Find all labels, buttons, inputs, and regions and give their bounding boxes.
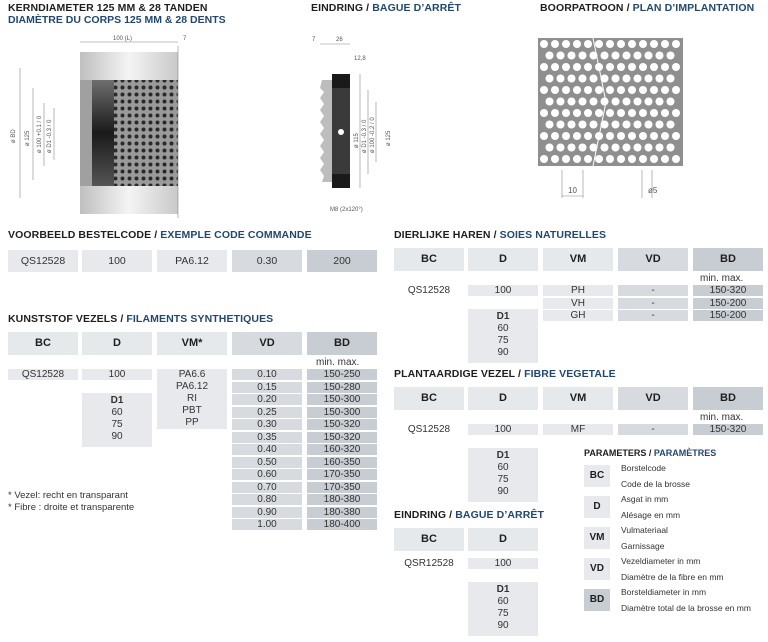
order-example-title-nl: VOORBEELD BESTELCODE xyxy=(8,229,152,241)
synthetic-title: KUNSTSTOF VEZELS / FILAMENTS SYNTHETIQUES xyxy=(8,313,274,325)
drill-hole xyxy=(628,86,636,94)
drill-hole xyxy=(595,40,603,48)
parameter-label-nl: Borstelcode xyxy=(621,463,666,473)
animal-d1-values: 60 75 90 xyxy=(497,323,509,358)
drill-hole xyxy=(639,109,647,117)
drill-hole xyxy=(656,75,664,83)
drill-hole xyxy=(634,75,642,83)
drill-hole xyxy=(645,98,653,106)
drill-hole xyxy=(568,121,576,129)
drill-hole xyxy=(573,132,581,140)
drill-hole xyxy=(579,121,587,129)
drill-hole xyxy=(650,40,658,48)
drill-hole xyxy=(540,109,548,117)
brush-title-nl: KERNDIAMETER 125 MM & 28 TANDEN xyxy=(8,2,208,14)
vegetable-title-fr: FIBRE VEGETALE xyxy=(524,368,616,380)
vegetable-d1-values: 60 75 90 xyxy=(497,462,509,497)
drill-hole xyxy=(546,144,554,152)
brush-subtitle-fr: DIAMÈTRE DU CORPS 125 MM & 28 DENTS xyxy=(8,14,226,26)
ring-w1: 7 xyxy=(312,37,316,43)
drill-hole xyxy=(595,86,603,94)
parameter-key: BD xyxy=(584,589,610,611)
drill-hole xyxy=(606,155,614,163)
drill-hole xyxy=(661,63,669,71)
drill-hole xyxy=(557,98,565,106)
animal-vm-cell: GH xyxy=(543,310,613,321)
drill-hole xyxy=(645,144,653,152)
parameter-label-fr: Alésage en mm xyxy=(621,510,681,520)
drill-hole xyxy=(661,132,669,140)
vegetable-d1-box xyxy=(468,448,538,502)
synthetic-vd-cell: 0.70 xyxy=(232,482,302,493)
order-example-title-fr: EXEMPLE CODE COMMANDE xyxy=(160,229,312,241)
drill-hole xyxy=(617,155,625,163)
ring-d2: ø D1 -0.3 / 0 xyxy=(362,119,368,153)
endring-title: EINDRING / BAGUE D’ARRÊT xyxy=(394,509,545,521)
ring-d3: ø 100 -0.2 / 0 xyxy=(370,117,376,153)
synthetic-header-bc: BC xyxy=(8,332,78,355)
vegetable-bc: QS12528 xyxy=(407,424,451,435)
animal-header-vd: VD xyxy=(618,248,688,271)
animal-header-bd: BD xyxy=(693,248,763,271)
drill-hole xyxy=(628,155,636,163)
synthetic-bd-cell: 170-350 xyxy=(307,469,377,480)
drill-hole xyxy=(634,144,642,152)
drill-hole xyxy=(573,86,581,94)
parameter-key: VD xyxy=(584,558,610,580)
animal-header-d: D xyxy=(468,248,538,271)
drill-hole xyxy=(634,121,642,129)
drill-hole xyxy=(606,132,614,140)
drill-hole xyxy=(645,121,653,129)
drill-hole xyxy=(672,40,680,48)
synthetic-bd-cell: 180-380 xyxy=(307,507,377,518)
vegetable-d: 100 xyxy=(468,424,538,435)
drill-hole xyxy=(661,86,669,94)
vegetable-header-bd: BD xyxy=(693,387,763,410)
synthetic-bd-cell: 150-320 xyxy=(307,419,377,430)
drill-hole xyxy=(612,98,620,106)
drill-hole xyxy=(546,52,554,60)
drill-hole xyxy=(557,52,565,60)
ring-d4: ø 125 xyxy=(386,130,392,146)
vegetable-header-vm: VM xyxy=(543,387,613,410)
drill-hole xyxy=(546,98,554,106)
parameters-title: PARAMETERS / PARAMÈTRES xyxy=(584,448,717,458)
drill-hole xyxy=(590,121,598,129)
endring-d: 100 xyxy=(468,558,538,569)
pattern-hole: ø5 xyxy=(648,186,658,195)
synthetic-vd-cell: 0.50 xyxy=(232,457,302,468)
drill-hole xyxy=(568,75,576,83)
drill-hole xyxy=(551,63,559,71)
drill-hole xyxy=(661,155,669,163)
drill-hole xyxy=(661,109,669,117)
drill-hole xyxy=(590,98,598,106)
synthetic-d: 100 xyxy=(82,369,152,380)
animal-vm-cell: PH xyxy=(543,285,613,296)
synthetic-vd-cell: 0.20 xyxy=(232,394,302,405)
order-bd: 200 xyxy=(307,250,377,272)
drill-hole xyxy=(639,40,647,48)
drill-hole xyxy=(661,40,669,48)
synthetic-bd-cell: 170-350 xyxy=(307,482,377,493)
ring-screws: M8 (2x120°) xyxy=(330,207,363,213)
brush-d-bore1: ø 100 +0.1 / 0 xyxy=(37,115,43,153)
synthetic-bd-cell: 180-400 xyxy=(307,519,377,530)
animal-title: DIERLIJKE HAREN / SOIES NATURELLES xyxy=(394,229,607,241)
ring-w2: 26 xyxy=(336,37,343,43)
parameters-title-fr: PARAMÈTRES xyxy=(653,448,717,458)
endring-header-d: D xyxy=(468,528,538,551)
drill-hole xyxy=(557,121,565,129)
parameter-key: BC xyxy=(584,465,610,487)
drill-hole xyxy=(573,63,581,71)
drill-hole xyxy=(595,155,603,163)
ring-d1: ø 115 xyxy=(354,133,360,148)
parameter-label-nl: Asgat in mm xyxy=(621,494,669,504)
synthetic-bd-cell: 150-250 xyxy=(307,369,377,380)
drill-hole xyxy=(645,75,653,83)
synthetic-d1-box xyxy=(82,393,152,447)
animal-header-bc: BC xyxy=(394,248,464,271)
vegetable-header-d: D xyxy=(468,387,538,410)
drill-hole xyxy=(551,40,559,48)
drill-hole xyxy=(628,40,636,48)
synthetic-vd-cell: 0.60 xyxy=(232,469,302,480)
brush-offset-label: 7 xyxy=(183,36,187,42)
drill-hole xyxy=(623,75,631,83)
animal-vd-cell: - xyxy=(618,310,688,321)
drill-hole xyxy=(568,144,576,152)
drill-hole xyxy=(617,109,625,117)
drill-hole xyxy=(573,155,581,163)
synthetic-minmax: min. max. xyxy=(316,357,360,368)
synthetic-vd-cell: 0.30 xyxy=(232,419,302,430)
drill-hole xyxy=(612,52,620,60)
drill-hole xyxy=(672,132,680,140)
synthetic-vd-cell: 0.90 xyxy=(232,507,302,518)
synthetic-vd-cell: 0.25 xyxy=(232,407,302,418)
drill-hole xyxy=(606,40,614,48)
ring-title-fr: BAGUE D’ARRÊT xyxy=(372,2,462,14)
drill-hole xyxy=(650,86,658,94)
drill-hole xyxy=(667,75,675,83)
drill-hole xyxy=(628,109,636,117)
vegetable-vm: MF xyxy=(543,424,613,435)
drill-hole xyxy=(672,155,680,163)
vegetable-header-vd: VD xyxy=(618,387,688,410)
vegetable-title: PLANTAARDIGE VEZEL / FIBRE VEGETALE xyxy=(394,368,616,380)
drill-hole xyxy=(590,75,598,83)
synthetic-bd-cell: 160-320 xyxy=(307,444,377,455)
synthetic-bd-cell: 150-320 xyxy=(307,432,377,443)
drill-hole xyxy=(579,98,587,106)
drill-hole xyxy=(579,75,587,83)
synthetic-header-bd: BD xyxy=(307,332,377,355)
drill-hole xyxy=(540,63,548,71)
parameter-label-nl: Vulmateriaal xyxy=(621,525,668,535)
drill-hole xyxy=(639,155,647,163)
drill-hole xyxy=(573,109,581,117)
endring-title-fr: BAGUE D’ARRÊT xyxy=(455,509,545,521)
synthetic-vd-cell: 0.40 xyxy=(232,444,302,455)
synthetic-vd-cell: 0.80 xyxy=(232,494,302,505)
endring-bc: QSR12528 xyxy=(404,558,454,569)
vegetable-header-bc: BC xyxy=(394,387,464,410)
brush-width-label: 100 (L) xyxy=(113,36,133,42)
drill-hole xyxy=(634,98,642,106)
drill-hole xyxy=(562,40,570,48)
drill-hole xyxy=(656,98,664,106)
parameter-label-fr: Diamètre total de la brosse en mm xyxy=(621,603,751,613)
animal-minmax: min. max. xyxy=(700,273,744,284)
parameter-label-fr: Diamètre de la fibre en mm xyxy=(621,572,724,582)
drill-hole xyxy=(551,132,559,140)
parameters-title-nl: PARAMETERS xyxy=(584,448,647,458)
pattern-pitch: 10 xyxy=(568,186,577,195)
endring-title-nl: EINDRING xyxy=(394,509,447,521)
parameter-label-fr: Code de la brosse xyxy=(621,479,690,489)
drill-hole xyxy=(606,109,614,117)
drill-hole xyxy=(606,63,614,71)
order-vm: PA6.12 xyxy=(157,250,227,272)
drill-hole xyxy=(540,132,548,140)
drill-hole xyxy=(601,98,609,106)
drill-hole xyxy=(623,98,631,106)
drill-hole xyxy=(584,132,592,140)
animal-bd-cell: 150-320 xyxy=(693,285,763,296)
parameter-label-fr: Garnissage xyxy=(621,541,665,551)
synthetic-title-nl: KUNSTSTOF VEZELS xyxy=(8,313,118,325)
drill-hole xyxy=(672,109,680,117)
drill-hole xyxy=(595,109,603,117)
drill-hole xyxy=(546,75,554,83)
drill-hole xyxy=(562,155,570,163)
ring-title: EINDRING / BAGUE D’ARRÊT xyxy=(311,2,462,14)
vegetable-bd: 150-320 xyxy=(693,424,763,435)
endring-d1-box xyxy=(468,582,538,636)
drill-hole xyxy=(672,63,680,71)
synthetic-note-fr: * Fibre : droite et transparente xyxy=(8,502,135,513)
vegetable-minmax: min. max. xyxy=(700,412,744,423)
animal-d1-box xyxy=(468,309,538,363)
ring-title-nl: EINDRING xyxy=(311,2,364,14)
endring-header-bc: BC xyxy=(394,528,464,551)
animal-title-nl: DIERLIJKE HAREN xyxy=(394,229,491,241)
drill-hole xyxy=(562,132,570,140)
drill-hole xyxy=(617,132,625,140)
drill-hole xyxy=(656,144,664,152)
drill-hole xyxy=(656,121,664,129)
synthetic-header-vd: VD xyxy=(232,332,302,355)
synthetic-bd-cell: 160-350 xyxy=(307,457,377,468)
endring-d1-label: D1 xyxy=(496,584,510,595)
ring-w3: 12,8 xyxy=(354,56,366,62)
drill-hole xyxy=(584,63,592,71)
animal-bd-cell: 150-200 xyxy=(693,298,763,309)
synthetic-bd-cell: 180-380 xyxy=(307,494,377,505)
synthetic-header-d: D xyxy=(82,332,152,355)
synthetic-vm-values: PA6.6 PA6.12 RI PBT PP xyxy=(157,369,227,429)
synthetic-header-vm: VM* xyxy=(157,332,227,355)
drill-hole xyxy=(568,52,576,60)
order-bc: QS12528 xyxy=(8,250,78,272)
drill-hole xyxy=(562,86,570,94)
pattern-title-nl: BOORPATROON xyxy=(540,2,624,14)
drill-hole xyxy=(639,86,647,94)
drill-hole xyxy=(568,98,576,106)
synthetic-vd-cell: 0.10 xyxy=(232,369,302,380)
drill-hole xyxy=(562,63,570,71)
ring-drawing xyxy=(310,28,430,218)
drill-hole xyxy=(628,63,636,71)
parameter-label-nl: Borsteldiameter in mm xyxy=(621,587,707,597)
order-d: 100 xyxy=(82,250,152,272)
drill-hole xyxy=(584,109,592,117)
order-vd: 0.30 xyxy=(232,250,302,272)
parameter-key: D xyxy=(584,496,610,518)
brush-title xyxy=(8,2,208,14)
synthetic-vd-cell: 0.15 xyxy=(232,382,302,393)
drill-hole xyxy=(612,121,620,129)
drill-hole xyxy=(573,40,581,48)
vegetable-title-nl: PLANTAARDIGE VEZEL xyxy=(394,368,516,380)
drill-hole xyxy=(612,75,620,83)
drill-hole xyxy=(551,155,559,163)
drill-hole xyxy=(540,155,548,163)
synthetic-bd-cell: 150-300 xyxy=(307,407,377,418)
vegetable-d1-label: D1 xyxy=(496,450,510,461)
brush-d-core: ø 125 xyxy=(25,130,31,146)
drill-hole xyxy=(623,52,631,60)
synthetic-bd-cell: 150-300 xyxy=(307,394,377,405)
drill-hole xyxy=(584,155,592,163)
synthetic-note-nl: * Vezel: recht en transparant xyxy=(8,490,128,501)
drill-hole xyxy=(667,98,675,106)
drill-hole xyxy=(650,132,658,140)
drill-hole xyxy=(672,86,680,94)
animal-d1-label: D1 xyxy=(496,311,510,322)
brush-drawing xyxy=(0,28,300,218)
drill-hole xyxy=(623,121,631,129)
animal-vm-cell: VH xyxy=(543,298,613,309)
drill-hole xyxy=(645,52,653,60)
drill-hole xyxy=(667,121,675,129)
drill-hole xyxy=(540,86,548,94)
synthetic-d1-label: D1 xyxy=(110,395,124,406)
drill-hole xyxy=(617,63,625,71)
drill-hole xyxy=(650,63,658,71)
pattern-title: BOORPATROON / PLAN D’IMPLANTATION xyxy=(540,2,755,14)
synthetic-bd-cell: 150-280 xyxy=(307,382,377,393)
parameter-label-nl: Vezeldiameter in mm xyxy=(621,556,701,566)
drill-hole xyxy=(634,52,642,60)
drill-hole xyxy=(579,52,587,60)
drill-hole xyxy=(606,86,614,94)
animal-title-fr: SOIES NATURELLES xyxy=(499,229,607,241)
drill-hole xyxy=(579,144,587,152)
drill-hole xyxy=(639,63,647,71)
animal-bd-cell: 150-200 xyxy=(693,310,763,321)
drill-hole xyxy=(584,40,592,48)
drill-hole xyxy=(551,109,559,117)
animal-d: 100 xyxy=(468,285,538,296)
brush-d-bore2: ø D1 -0.3 / 0 xyxy=(47,119,53,153)
drill-hole xyxy=(650,155,658,163)
animal-vd-cell: - xyxy=(618,285,688,296)
drill-hole xyxy=(601,52,609,60)
order-example-title: VOORBEELD BESTELCODE / EXEMPLE CODE COMMANDE xyxy=(8,229,312,241)
drill-hole xyxy=(612,144,620,152)
drill-hole xyxy=(650,109,658,117)
drill-hole xyxy=(623,144,631,152)
vegetable-vd: - xyxy=(618,424,688,435)
drill-hole xyxy=(617,40,625,48)
synthetic-bc: QS12528 xyxy=(8,369,78,380)
drill-hole xyxy=(667,144,675,152)
drill-hole xyxy=(584,86,592,94)
drill-hole xyxy=(551,86,559,94)
drill-hole xyxy=(546,121,554,129)
synthetic-vd-cell: 1.00 xyxy=(232,519,302,530)
drill-hole xyxy=(639,132,647,140)
synthetic-vd-cell: 0.35 xyxy=(232,432,302,443)
endring-d1-values: 60 75 90 xyxy=(497,596,509,631)
animal-bc: QS12528 xyxy=(407,285,451,296)
parameter-key: VM xyxy=(584,527,610,549)
drill-hole xyxy=(667,52,675,60)
drill-hole xyxy=(628,132,636,140)
animal-header-vm: VM xyxy=(543,248,613,271)
drill-hole xyxy=(557,75,565,83)
drill-hole xyxy=(617,86,625,94)
brush-d-outer: ø BD xyxy=(11,129,17,143)
drill-hole xyxy=(562,109,570,117)
drill-hole xyxy=(601,144,609,152)
drill-hole xyxy=(540,40,548,48)
drill-hole xyxy=(557,144,565,152)
synthetic-d1-values: 60 75 90 xyxy=(111,407,123,442)
drill-pattern xyxy=(538,38,683,208)
animal-vd-cell: - xyxy=(618,298,688,309)
pattern-title-fr: PLAN D’IMPLANTATION xyxy=(632,2,755,14)
drill-hole xyxy=(656,52,664,60)
synthetic-title-fr: FILAMENTS SYNTHETIQUES xyxy=(126,313,274,325)
